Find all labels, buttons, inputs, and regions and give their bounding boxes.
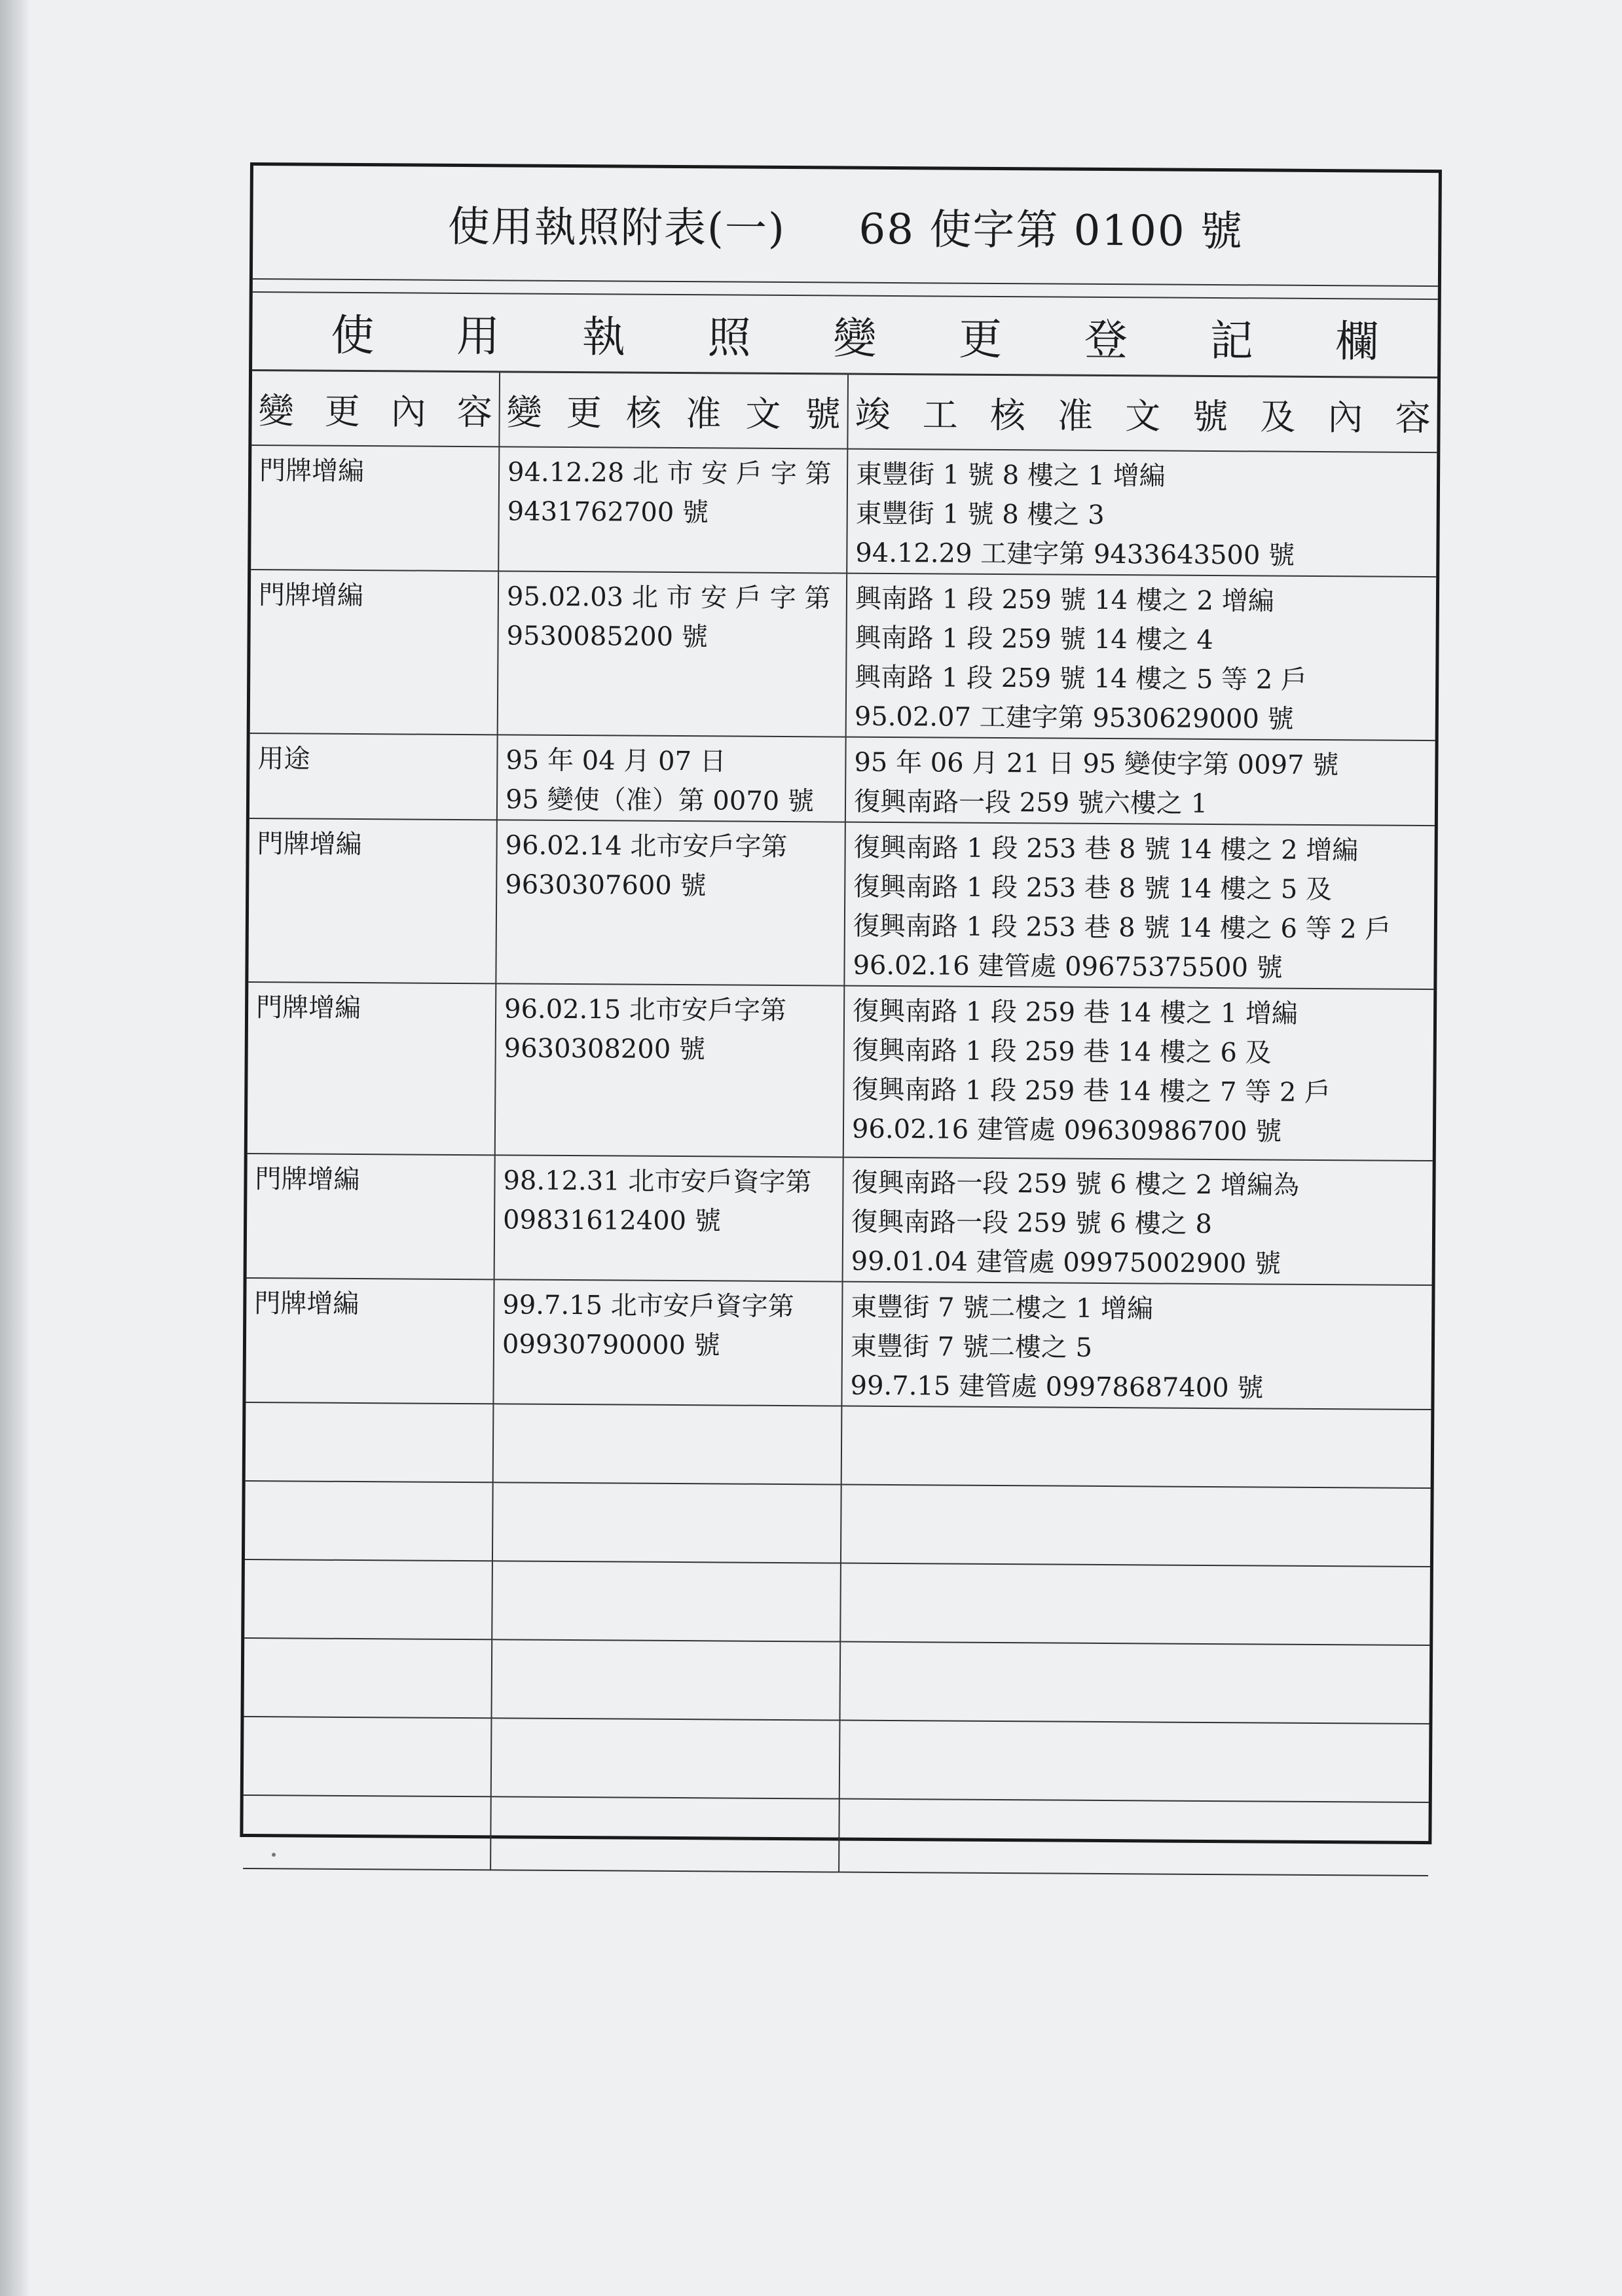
subtitle-char: 用: [456, 310, 500, 362]
completion-line: 99.01.04 建管處 09975002900 號: [851, 1246, 1281, 1279]
change-content-cell: [246, 1278, 494, 1404]
empty-cell: [840, 1563, 1430, 1645]
empty-cell: [491, 1718, 840, 1798]
empty-cell: [244, 1717, 492, 1796]
header-char: 更: [324, 390, 360, 432]
completion-line: 95 年 06 月 21 日 95 變使字第 0097 號: [854, 747, 1339, 781]
header-char: 核: [625, 392, 662, 434]
completion-line: 95.02.07 工建字第 9530629000 號: [854, 701, 1294, 735]
completion-line: 復興南路 1 段 259 巷 14 樓之 1 增編: [852, 996, 1299, 1029]
approval-line: 09831612400 號: [502, 1205, 721, 1237]
completion-line: 東豐街 7 號二樓之 1 增編: [851, 1292, 1154, 1324]
change-content-cell: [248, 818, 497, 983]
header-approval-number: [499, 373, 848, 448]
empty-row: [243, 1795, 1429, 1876]
completion-line: 94.12.29 工建字第 9433643500 號: [855, 538, 1295, 571]
subtitle-char: 執: [581, 312, 626, 363]
change-content: 門牌增編: [259, 456, 365, 487]
change-content: 門牌增編: [257, 829, 362, 860]
empty-row: [244, 1638, 1429, 1724]
header-char: 及: [1260, 395, 1296, 438]
approval-line: 9431762700 號: [507, 496, 709, 528]
completion-line: 復興南路一段 259 號六樓之 1: [853, 786, 1208, 819]
completion-line: 東豐街 1 號 8 樓之 1 增編: [855, 459, 1166, 492]
approval-line: 9530085200 號: [506, 621, 708, 653]
change-content-cell: [250, 570, 499, 735]
completion-content-cell: [847, 449, 1437, 577]
completion-line: 東豐街 1 號 8 樓之 3: [855, 498, 1105, 530]
change-content-cell: [249, 733, 498, 820]
license-number: 68 使字第 0100 號: [858, 205, 1244, 257]
completion-content-cell: [843, 1157, 1433, 1285]
change-content-cell: [247, 1154, 495, 1279]
subtitle-char: 登: [1084, 314, 1128, 366]
header-char: 工: [922, 393, 958, 436]
empty-row: [245, 1481, 1431, 1567]
approval-line: 98.12.31 北市安戶資字第: [503, 1165, 812, 1198]
completion-line: 興南路 1 段 259 號 14 樓之 2 增編: [855, 583, 1274, 617]
approval-number-cell: [498, 571, 847, 737]
approval-line: 94.12.28 北 市 安 戶 字 第: [507, 457, 832, 490]
header-completion-content: [847, 375, 1437, 452]
empty-cell: [244, 1559, 492, 1639]
empty-cell: [492, 1561, 841, 1641]
change-content-cell: [248, 982, 496, 1155]
completion-content-cell: [846, 574, 1437, 740]
completion-line: 96.02.16 建管處 09675375500 號: [853, 950, 1283, 983]
approval-line: 99.7.15 北市安戶資字第: [502, 1290, 794, 1322]
change-content: 門牌增編: [258, 580, 364, 611]
header-char: 內: [390, 390, 426, 433]
completion-line: 復興南路 1 段 253 巷 8 號 14 樓之 5 及: [853, 871, 1333, 905]
change-content: 門牌增編: [255, 1164, 360, 1195]
header-char: 內: [1327, 396, 1363, 438]
approval-number-cell: [496, 820, 845, 985]
empty-row: [244, 1717, 1429, 1802]
subtitle-char: 記: [1209, 315, 1253, 367]
header-char: 容: [456, 391, 492, 433]
completion-content-cell: [845, 737, 1435, 826]
completion-line: 99.7.15 建管處 09978687400 號: [850, 1370, 1264, 1404]
approval-number-cell: [495, 983, 845, 1157]
completion-line: 復興南路 1 段 253 巷 8 號 14 樓之 6 等 2 戶: [853, 911, 1392, 945]
empty-row: [246, 1402, 1431, 1488]
header-char: 文: [1124, 395, 1161, 437]
table-row: [251, 445, 1437, 577]
table-row: [248, 818, 1434, 989]
subtitle-char: 使: [331, 310, 375, 361]
completion-line: 復興南路 1 段 259 巷 14 樓之 7 等 2 戶: [852, 1074, 1331, 1108]
empty-cell: [245, 1481, 493, 1561]
completion-line: 復興南路 1 段 253 巷 8 號 14 樓之 2 增編: [853, 832, 1359, 866]
form-title: [253, 166, 1439, 287]
header-char: 核: [989, 394, 1026, 436]
empty-cell: [490, 1796, 839, 1872]
approval-line: 96.02.15 北市安戶字第: [504, 994, 787, 1027]
approval-line: 95 變使（准）第 0070 號: [505, 784, 815, 817]
table-row: [249, 733, 1435, 826]
header-char: 更: [566, 392, 602, 433]
change-content: 門牌增編: [254, 1288, 359, 1320]
subtitle-char: 變: [833, 313, 877, 364]
header-char: 變: [258, 390, 294, 431]
approval-number-cell: [493, 1279, 842, 1406]
completion-line: 96.02.16 建管處 09630986700 號: [851, 1114, 1282, 1147]
subtitle-char: 欄: [1335, 316, 1379, 367]
change-content: 用途: [257, 744, 310, 774]
completion-content-cell: [841, 1282, 1431, 1410]
header-change-content: [251, 371, 500, 446]
approval-number-cell: [494, 1155, 843, 1281]
license-change-form: [240, 162, 1442, 1844]
empty-cell: [839, 1799, 1429, 1876]
subtitle-char: 照: [707, 312, 751, 363]
approval-line: 95.02.03 北 市 安 戶 字 第: [506, 581, 831, 614]
scan-edge: [0, 0, 30, 2296]
completion-line: 興南路 1 段 259 號 14 樓之 4: [855, 623, 1213, 655]
table-row: [246, 1278, 1431, 1410]
completion-content-cell: [843, 986, 1434, 1161]
table-row: [250, 570, 1436, 740]
empty-cell: [243, 1795, 491, 1870]
header-char: 號: [1192, 395, 1228, 437]
header-char: 文: [745, 393, 781, 435]
change-content: 門牌增編: [255, 993, 361, 1024]
empty-cell: [839, 1721, 1429, 1802]
approval-line: 09930790000 號: [502, 1329, 720, 1361]
empty-cell: [244, 1638, 492, 1718]
empty-cell: [841, 1406, 1431, 1488]
table-row: [248, 982, 1434, 1161]
header-char: 號: [805, 393, 841, 435]
approval-number-cell: [498, 446, 847, 573]
completion-line: 興南路 1 段 259 號 14 樓之 5 等 2 戶: [855, 662, 1308, 695]
completion-content-cell: [844, 822, 1435, 989]
completion-line: 東豐街 7 號二樓之 5: [850, 1331, 1093, 1363]
completion-line: 復興南路 1 段 259 巷 14 樓之 6 及: [852, 1035, 1272, 1068]
header-char: 竣: [855, 393, 891, 435]
approval-line: 9630307600 號: [505, 869, 707, 902]
empty-cell: [839, 1642, 1429, 1724]
scan-speck: [272, 1853, 276, 1857]
approval-line: 9630308200 號: [504, 1033, 706, 1065]
table-header-row: [251, 371, 1437, 452]
header-char: 准: [686, 392, 722, 434]
subtitle-char: 更: [958, 314, 1003, 365]
completion-line: 復興南路一段 259 號 6 樓之 8: [851, 1207, 1213, 1240]
change-register-table: [243, 371, 1437, 1876]
table-row: [247, 1154, 1433, 1285]
header-char: 容: [1395, 397, 1431, 439]
completion-line: 復興南路一段 259 號 6 樓之 2 增編為: [851, 1167, 1300, 1201]
form-subtitle: [252, 291, 1438, 378]
header-char: 准: [1057, 395, 1094, 437]
approval-number-cell: [497, 735, 846, 822]
empty-cell: [493, 1404, 842, 1484]
header-char: 變: [506, 391, 542, 433]
change-content-cell: [251, 445, 499, 571]
form-title-main: 使用執照附表(一): [447, 202, 786, 253]
empty-cell: [491, 1639, 840, 1720]
empty-cell: [841, 1485, 1431, 1567]
empty-cell: [492, 1482, 841, 1563]
approval-line: 96.02.14 北市安戶字第: [505, 830, 788, 863]
approval-line: 95 年 04 月 07 日: [506, 745, 726, 777]
empty-cell: [246, 1402, 494, 1482]
empty-row: [244, 1559, 1430, 1645]
